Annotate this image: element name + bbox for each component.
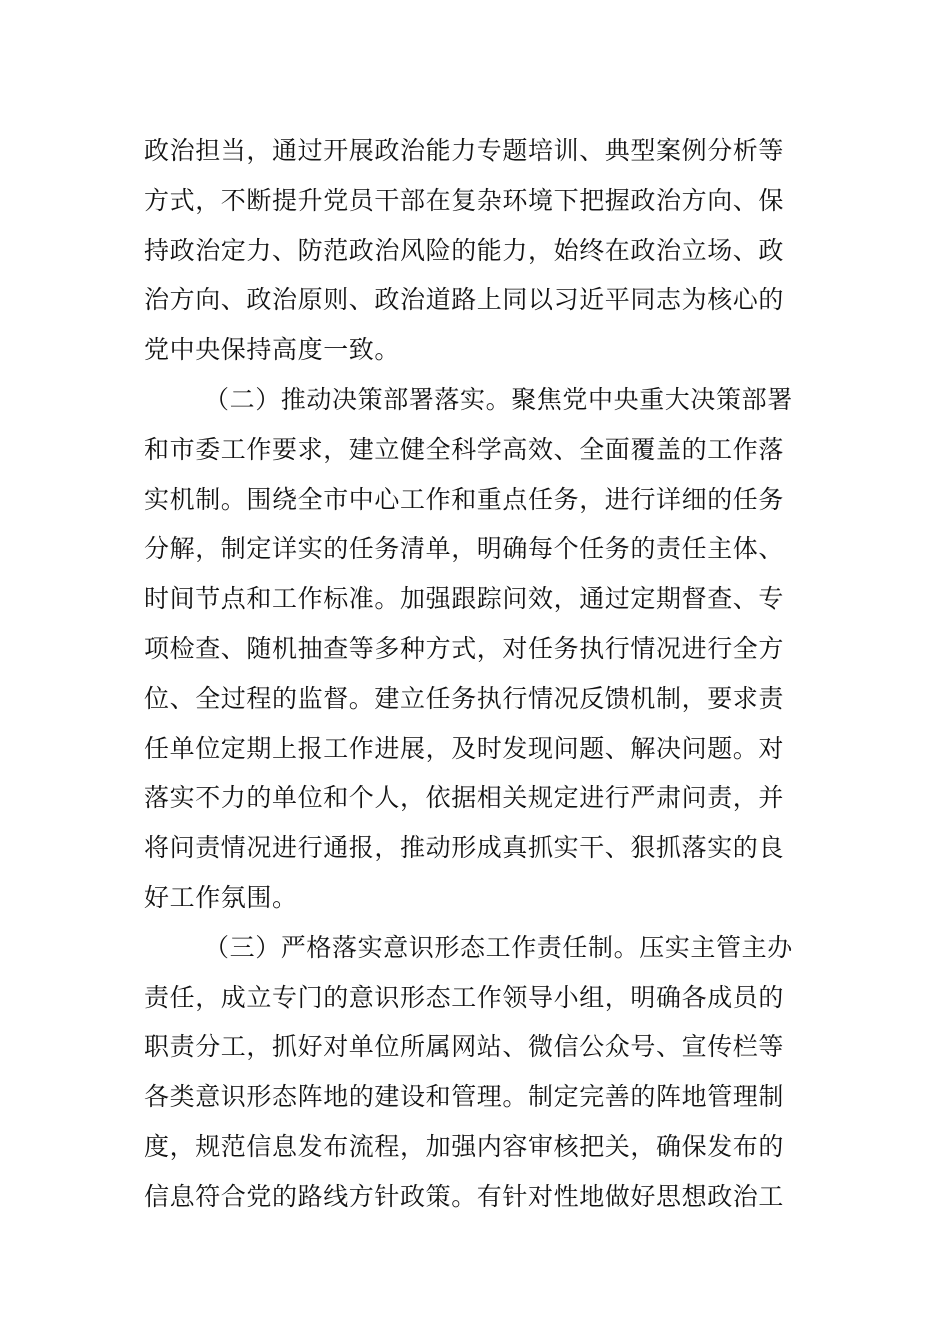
text-line: 各类意识形态阵地的建设和管理。制定完善的阵地管理制	[144, 1082, 785, 1112]
text-line: 时间节点和工作标准。加强跟踪问效，通过定期督查、专	[144, 584, 785, 614]
text-line: 信息符合党的路线方针政策。有针对性地做好思想政治工	[144, 1181, 785, 1211]
text-line: 政治担当，通过开展政治能力专题培训、典型案例分析等	[144, 136, 785, 165]
text-line: 治方向、政治原则、政治道路上同以习近平同志为核心的	[144, 285, 785, 315]
text-line: 好工作氛围。	[144, 882, 298, 912]
text-line: 责任，成立专门的意识形态工作领导小组，明确各成员的	[144, 982, 785, 1012]
document-body	[144, 126, 808, 1222]
text-line: 职责分工，抓好对单位所属网站、微信公众号、宣传栏等	[144, 1032, 785, 1062]
text-line: 项检查、随机抽查等多种方式，对任务执行情况进行全方	[144, 633, 785, 663]
text-line: 和市委工作要求，建立健全科学高效、全面覆盖的工作落	[144, 434, 785, 464]
text-line: 分解，制定详实的任务清单，明确每个任务的责任主体、	[144, 534, 785, 564]
paragraph-section-3	[144, 923, 808, 1222]
text-line: 任单位定期上报工作进展，及时发现问题、解决问题。对	[144, 733, 785, 763]
section-heading-line: （二）推动决策部署落实。聚焦党中央重大决策部署	[204, 384, 793, 414]
text-line: 方式，不断提升党员干部在复杂环境下把握政治方向、保	[144, 185, 785, 215]
paragraph-intro-continuation	[144, 126, 808, 375]
text-line: 持政治定力、防范政治风险的能力，始终在政治立场、政	[144, 235, 785, 265]
text-line: 落实不力的单位和个人，依据相关规定进行严肃问责，并	[144, 783, 785, 813]
text-line: 度，规范信息发布流程，加强内容审核把关，确保发布的	[144, 1131, 785, 1161]
text-line: 将问责情况进行通报，推动形成真抓实干、狠抓落实的良	[144, 833, 785, 863]
text-line: 实机制。围绕全市中心工作和重点任务，进行详细的任务	[144, 484, 785, 514]
section-heading-line: （三）严格落实意识形态工作责任制。压实主管主办	[204, 932, 793, 962]
paragraph-section-2	[144, 375, 808, 923]
text-line: 位、全过程的监督。建立任务执行情况反馈机制，要求责	[144, 683, 785, 713]
text-line: 党中央保持高度一致。	[144, 335, 401, 365]
